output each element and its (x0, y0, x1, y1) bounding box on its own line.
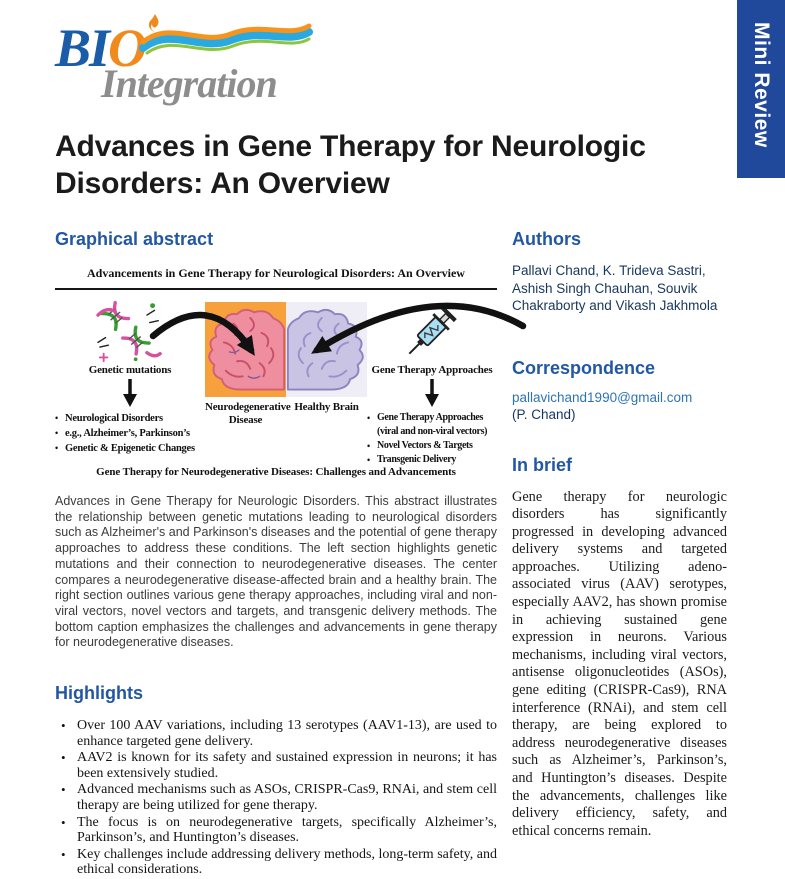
dna-icon (90, 300, 170, 364)
graphical-abstract-figure (55, 266, 497, 478)
figure-bullet: • Transgenic Delivery (367, 453, 497, 467)
correspondence-email-link[interactable]: pallavichand1990@gmail.com (512, 389, 693, 405)
graphical-abstract-heading: Graphical abstract (55, 229, 214, 249)
figure-center-section (205, 294, 367, 454)
logo-bio-o: O (108, 18, 146, 78)
healthy-brain-illustration (286, 302, 367, 397)
gene-therapy-bullets (367, 411, 497, 467)
diseased-brain-label: Neurodegenerative Disease (205, 401, 291, 426)
left-column (55, 228, 497, 879)
article-title: Advances in Gene Therapy for Neurologic Disorders: An Overview (55, 130, 646, 200)
in-brief-text: Gene therapy for neurologic disorders has significantly progressed in developing advanced delivery systems and targeted approaches. Utilizing adeno-associated virus (AAV) serotypes, especially AAV2, has shown promise in achieving sustained gene expression in neurons. Various mechanisms, including viral vectors, antisense oligonucleotides (ASOs), gene editing (CRISPR-Cas9), RNA interference (RNAi), and stem cell therapy, are being explored to address neurodegenerative diseases such as Alzheimer’s, Parkinson’s, and Huntington’s diseases. Despite the advancements, challenges like delivery efficiency, safety, and ethical concerns remain. (512, 488, 727, 839)
figure-rule (55, 288, 497, 290)
figure-bullet: • Novel Vectors & Targets (367, 439, 497, 453)
figure-bullet: • Neurological Disorders (55, 411, 205, 426)
highlight-item: • AAV2 is known for its safety and sustained expression in neurons; it has been extensively studied. (55, 750, 497, 781)
figure-bullet: • Gene Therapy Approaches (viral and non-viral vectors) (367, 411, 497, 439)
right-column (512, 228, 727, 879)
figure-caption: Advances in Gene Therapy for Neurologic Disorders. This abstract illustrates the relationship between genetic mutations leading to neurological disorders such as Alzheimer's and Parkinson's diseases and the potential of gene therapy approaches to address these conditions. The left section highlights genetic mutations and their connection to neurodegenerative diseases. The center compares a neurodegenerative disease-affected brain and a healthy brain. The right section outlines various gene therapy approaches, including viral and non-viral vectors, novel vectors and targets, and transgenic delivery methods. The bottom caption emphasizes the challenges and advancements in gene therapy for neurodegenerative diseases. (55, 494, 497, 650)
correspondence-name: (P. Chand) (512, 406, 576, 422)
logo-flame-icon (147, 14, 163, 32)
diseased-brain-illustration (205, 302, 286, 397)
mini-review-banner (737, 0, 785, 178)
figure-bottom-title: Gene Therapy for Neurodegenerative Diseases: Challenges and Advancements (96, 466, 456, 478)
gene-therapy-approaches-label: Gene Therapy Approaches (371, 364, 493, 376)
author-names: Pallavi Chand, K. Trideva Sastri, Ashish Singh Chauhan, Souvik Chakraborty and Vikash Jakhmola (512, 263, 718, 313)
highlight-item: • Key challenges include addressing delivery methods, long-term safety, and ethical considerations. (55, 847, 497, 878)
figure-top-title: Advancements in Gene Therapy for Neurological Disorders: An Overview (87, 266, 465, 280)
mini-review-label: Mini Review (750, 22, 773, 148)
logo-bio-text: BI (55, 18, 109, 78)
journal-logo (55, 20, 335, 120)
genetic-mutations-label: Genetic mutations (88, 364, 172, 376)
highlights-heading: Highlights (55, 683, 143, 704)
in-brief-heading: In brief (512, 454, 573, 475)
figure-left-section (55, 294, 205, 454)
down-arrow-icon (424, 379, 440, 407)
figure-right-section (367, 294, 497, 465)
highlight-item: • The focus is on neurodegenerative targets, specifically Alzheimer’s, Parkinson’s, and Huntington’s diseases. (55, 815, 497, 846)
highlight-item: • Advanced mechanisms such as ASOs, CRISPR-Cas9, RNAi, and stem cell therapy are being utilized for gene therapy. (55, 782, 497, 813)
genetic-mutations-bullets (55, 411, 205, 456)
figure-body (55, 294, 497, 465)
highlight-item: • Over 100 AAV variations, including 13 serotypes (AAV1-13), are used to enhance targeted gene delivery. (55, 718, 497, 749)
logo-integration-text: Integration (101, 61, 277, 106)
syringe-icon (398, 298, 466, 364)
authors-heading: Authors (512, 229, 581, 249)
highlights-list (55, 718, 497, 878)
content-columns (55, 228, 727, 879)
logo-bio-wordmark (55, 20, 335, 80)
figure-bullet: • Genetic & Epigenetic Changes (55, 441, 205, 456)
healthy-brain-label: Healthy Brain (294, 401, 359, 413)
down-arrow-icon (122, 379, 138, 407)
figure-bullet: • e.g., Alzheimer’s, Parkinson’s (55, 426, 205, 441)
correspondence-heading: Correspondence (512, 357, 656, 378)
logo-wave-icon (143, 18, 311, 66)
